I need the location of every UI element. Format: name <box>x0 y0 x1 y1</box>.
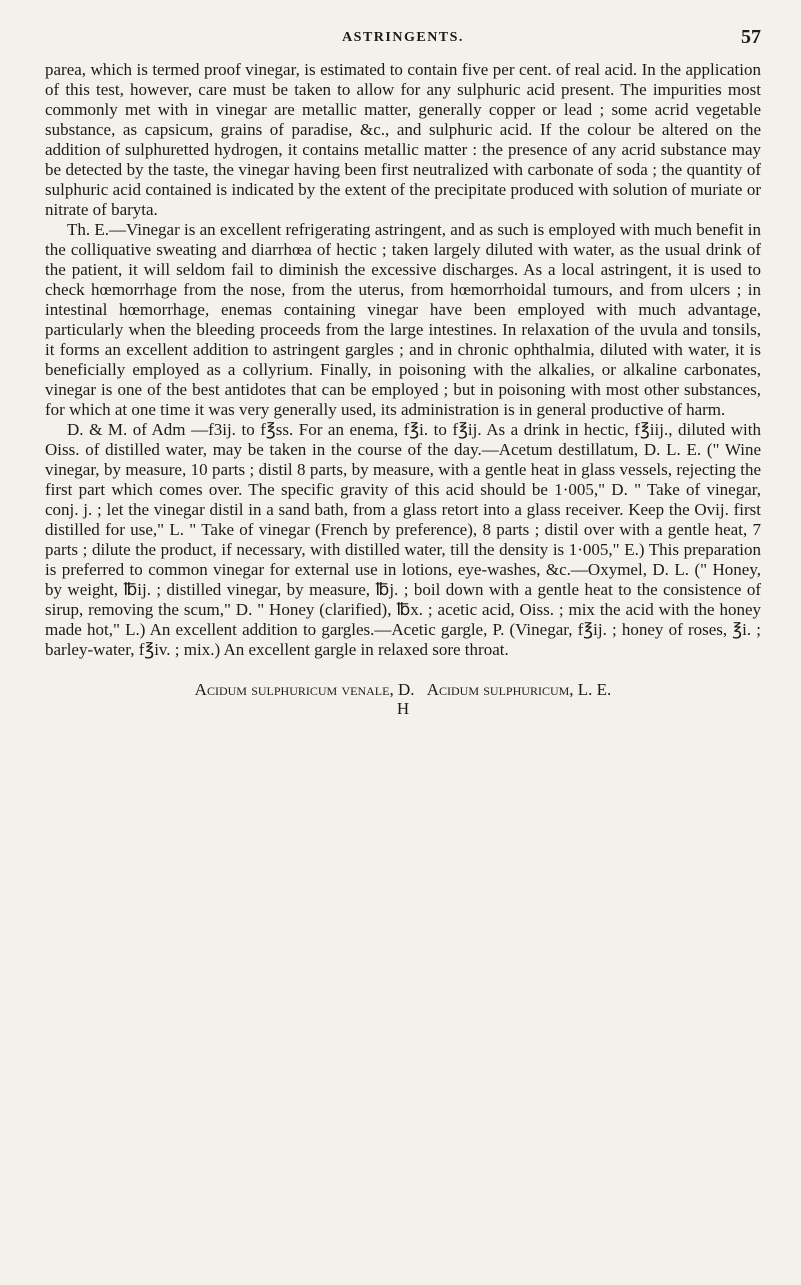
signature-mark: H <box>396 699 410 718</box>
page-number: 57 <box>741 26 761 48</box>
section-heading-left: Acidum sulphuricum venale, D. <box>194 680 415 699</box>
paragraph-therapeutic-effects: Th. E.—Vinegar is an excellent refrigerating astringent, and as such is employed with much benefit in the colliquative sweating and diarrhœa of hectic ; taken largely diluted with water, as the usual drink of the patient, it will seldom fail to diminish the excessive discharges. As a local astringent, it is used to check hœmorrhage from the nose, from the uterus, from hœmorrhoidal tumours, and from ulcers ; in intestinal hœmorrhage, enemas containing vinegar have been employed with much advantage, particularly when the bleeding proceeds from the large intestines. In relaxation of the uvula and tonsils, it forms an excellent addition to astringent gargles ; and in chronic ophthalmia, diluted with water, it is beneficially employed as a collyrium. Finally, in poisoning with the alkalies, or alkaline carbonates, vinegar is one of the best antidotes that can be employed ; but in poisoning with most other substances, for which at one time it was very generally used, its administration is in general productive of harm. <box>45 220 761 419</box>
paragraph-dose-and-preparations: D. & M. of Adm —f3ij. to f℥ss. For an enema, f℥i. to f℥ij. As a drink in hectic, f℥iij., diluted with Oiss. of distilled water, may be taken in the course of the day.—Acetum destillatum, D. L. E. (" Wine vinegar, by measure, 10 parts ; distil 8 parts, by measure, with a gentle heat in glass vessels, rejecting the first part which comes over. The specific gravity of this acid should be 1·005," D. " Take of vinegar, conj. j. ; let the vinegar distil in a sand bath, from a glass retort into a glass receiver. Keep the Ovij. first distilled for use," L. " Take of vinegar (French by preference), 8 parts ; distil over with a gentle heat, 7 parts ; dilute the product, if necessary, with distilled water, till the density is 1·005," E.) This preparation is preferred to common vinegar for external use in lotions, eye-washes, &c.—Oxymel, D. L. (" Honey, by weight, ℔ij. ; distilled vinegar, by measure, ℔j. ; boil down with a gentle heat to the consistence of sirup, removing the scum," D. " Honey (clarified), ℔x. ; acetic acid, Oiss. ; mix the acid with the honey made hot," L.) An excellent addition to gargles.—Acetic gargle, P. (Vinegar, f℥ij. ; honey of roses, ℥i. ; barley-water, f℥iv. ; mix.) An excellent gargle in relaxed sore throat. <box>45 420 761 659</box>
body-text <box>45 60 761 660</box>
section-heading <box>45 680 761 700</box>
running-head: ASTRINGENTS. <box>342 30 464 45</box>
paragraph-tests: parea, which is termed proof vinegar, is estimated to contain five per cent. of real acid. In the application of this test, however, care must be taken to allow for any sulphuric acid present. The impurities most commonly met with in vinegar are metallic matter, generally copper or lead ; some acrid vegetable substance, as capsicum, grains of paradise, &c., and sulphuric acid. If the colour be altered on the addition of sulphuretted hydrogen, it contains metallic matter : the presence of any acrid substance may be detected by the taste, the vinegar having been first neutralized with carbonate of soda ; the quantity of sulphuric acid contained is indicated by the extent of the precipitate produced with solution of muriate or nitrate of baryta. <box>45 60 761 219</box>
page-header <box>45 26 761 60</box>
section-heading-right: Acidum sulphuricum, L. E. <box>426 680 612 699</box>
